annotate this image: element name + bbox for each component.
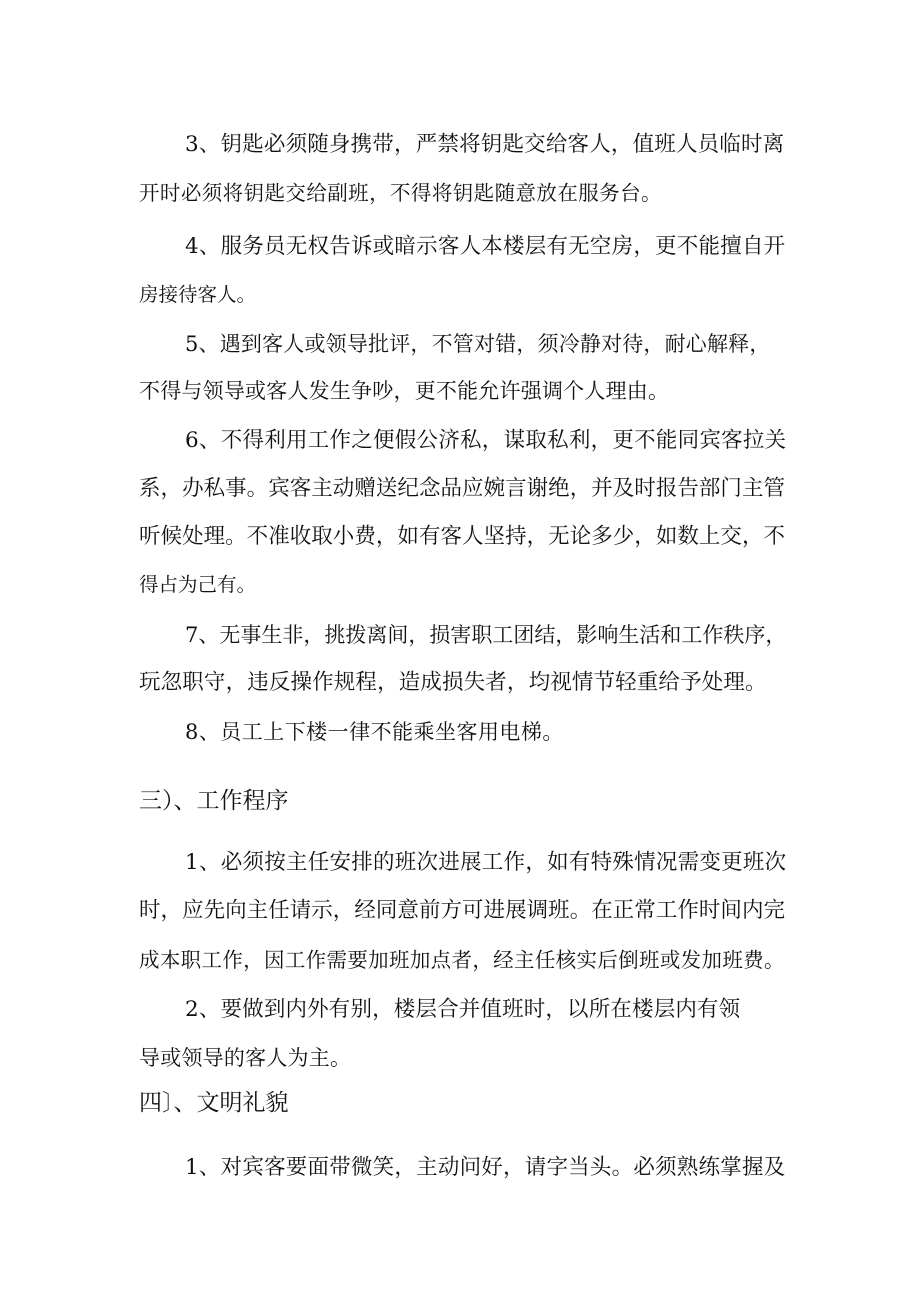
paragraph-line: 成本职工作，因工作需要加班加点者，经主任核实后倒班或发加班费。 — [139, 948, 785, 972]
paragraph-line: 系，办私事。宾客主动赠送纪念品应婉言谢绝，并及时报告部门主管 — [139, 476, 786, 501]
paragraph-line: 1、必须按主任安排的班次进展工作，如有特殊情况需变更班次 — [185, 850, 787, 875]
paragraph-line: 5、遇到客人或领导批评，不管对错，须冷静对待，耐心解释， — [185, 332, 771, 356]
paragraph-line: 6、不得利用工作之便假公济私，谋取私利，更不能同宾客拉关 — [185, 428, 787, 453]
paragraph-line: 导或领导的客人为主。 — [139, 1046, 352, 1070]
paragraph-line: 4、服务员无权告诉或暗示客人本楼层有无空房，更不能擅自开 — [185, 234, 786, 259]
paragraph-line: 开时必须将钥匙交给副班，不得将钥匙随意放在服务台。 — [139, 181, 662, 205]
paragraph-line: 得占为己有。 — [139, 573, 257, 596]
paragraph-line: 8、员工上下楼一律不能乘坐客用电梯。 — [185, 720, 564, 744]
paragraph-line: 1、对宾客要面带微笑，主动问好，请字当头。必须熟练掌握及 — [185, 1155, 786, 1180]
paragraph-line: 不得与领导或客人发生争吵，更不能允许强调个人理由。 — [139, 379, 670, 403]
paragraph-line: 3、钥匙必须随身携带，严禁将钥匙交给客人，值班人员临时离 — [185, 132, 785, 157]
paragraph-line: 房接待客人。 — [139, 283, 257, 306]
paragraph-line: 7、无事生非，挑拨离间，损害职工团结，影响生活和工作秩序， — [185, 623, 787, 647]
section-heading: 四〕、文明礼貌 — [139, 1090, 289, 1116]
section-heading: 三）、工作程序 — [139, 788, 289, 814]
paragraph-line: 玩忽职守，违反操作规程，造成损失者，均视情节轻重给予处理。 — [139, 670, 767, 695]
paragraph-line: 时，应先向主任请示，经同意前方可进展调班。在正常工作时间内完 — [139, 898, 786, 923]
paragraph-line: 2、要做到内外有别，楼层合并值班时，以所在楼层内有领 — [185, 997, 741, 1022]
paragraph-line: 听候处理。不准收取小费，如有客人坚持，无论多少，如数上交，不 — [139, 524, 786, 549]
